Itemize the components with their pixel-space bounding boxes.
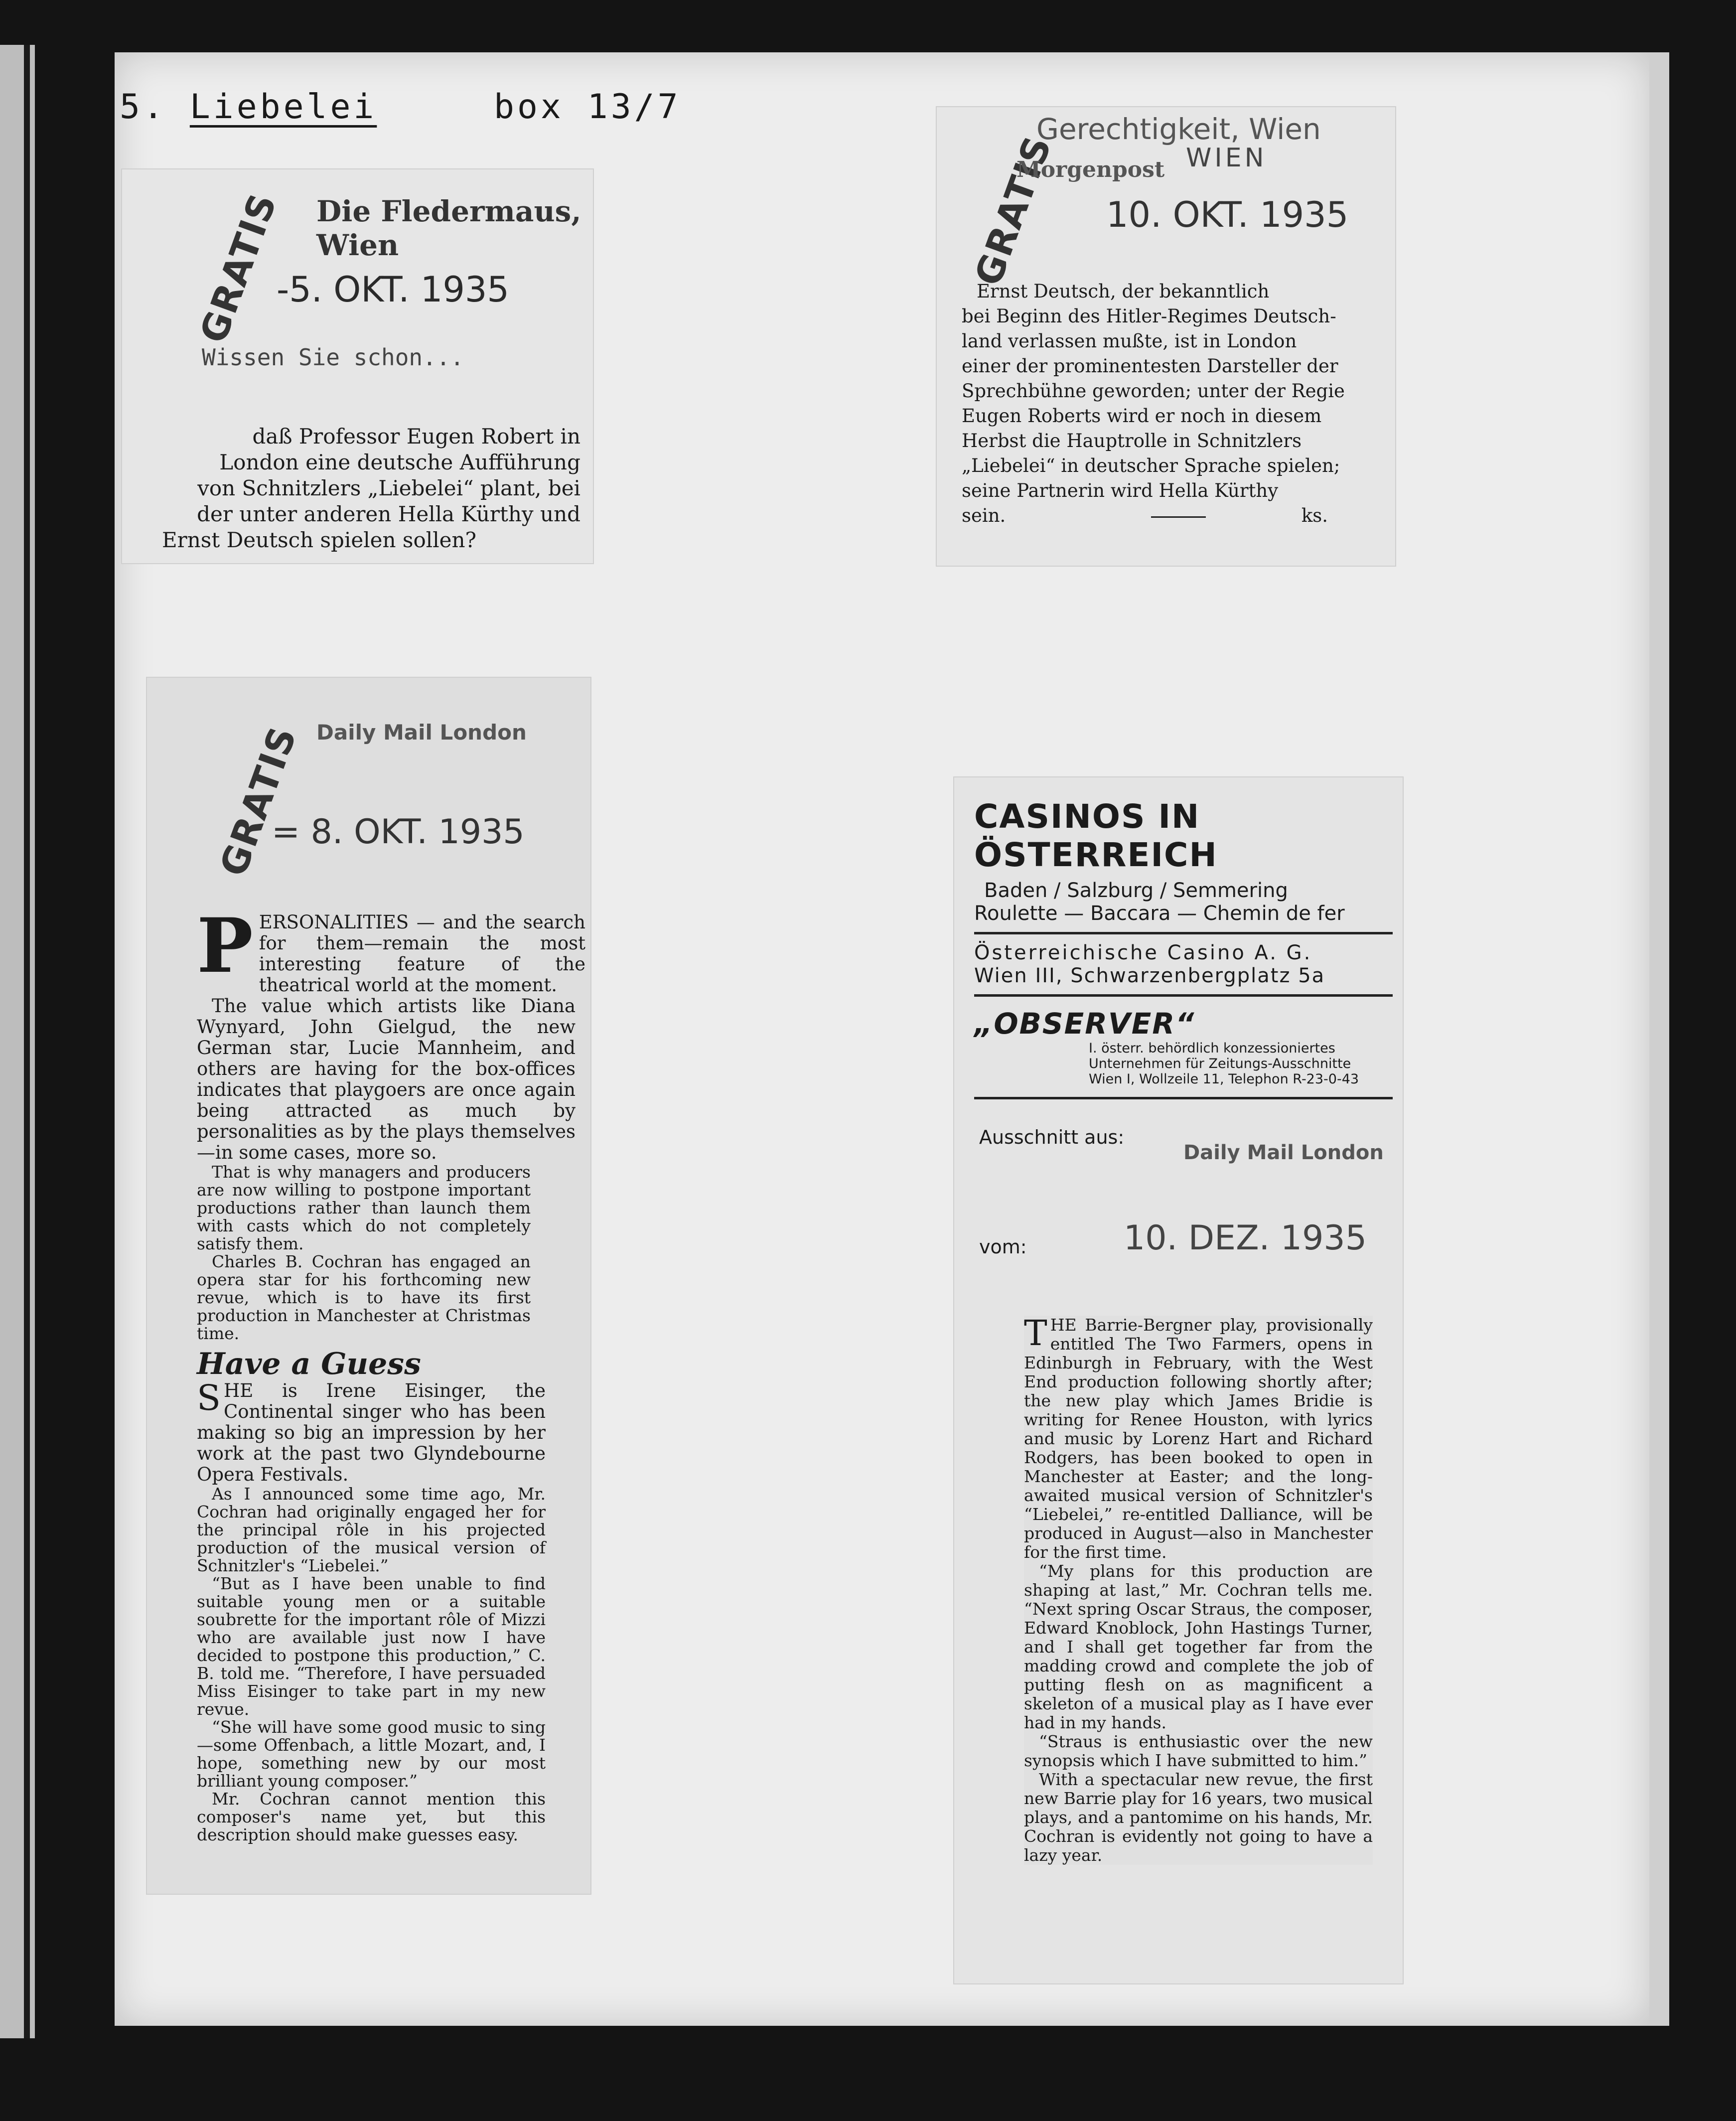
last-line: [962, 503, 1385, 528]
article-text: [152, 424, 580, 553]
paragraph: The value which artists like Diana Wynyard, John Gielgud, the new German star, Lucie Mannheim, and others are having for the box-offices indicates that playgoers are once again being attracted as much by personalities as by the plays themselves—in some cases, more so.: [197, 995, 576, 1163]
text-line: der unter anderen Hella Kürthy und: [197, 502, 580, 526]
clipping-fledermaus: [122, 169, 593, 563]
page-right-edge: [1649, 52, 1669, 2026]
text-line: Eugen Roberts wird er noch in diesem: [962, 405, 1322, 427]
paragraph: Charles B. Cochran has engaged an opera star for his forthcoming new revue, which is to have its first production in Manchester at Christmas time.: [197, 1252, 531, 1343]
paragraph: [197, 902, 585, 996]
signature: ks.: [1301, 505, 1328, 526]
source-stamp: Gerechtigkeit, Wien: [1036, 112, 1321, 146]
paragraph: “Straus is enthusiastic over the new synopsis which I have submitted to him.”: [1024, 1732, 1373, 1770]
source-stamp: WIEN: [1186, 143, 1267, 173]
text-line: einer der prominentesten Darsteller der: [962, 355, 1338, 377]
gratis-stamp: GRATIS: [967, 130, 1060, 292]
page-header: [120, 87, 681, 127]
dropcap: S: [197, 1377, 221, 1418]
clipping-daily-mail-october: [147, 678, 590, 1894]
paragraph: “My plans for this production are shaping at last,” Mr. Cochran tells me. “Next spring Oscar Straus, the composer, Edward Knoblock, John Hastings Turner, and I shall get together far from the madding crowd and complete the job of putting flesh on as magnificent a skeleton of a musical play as I have ever had in my hands.: [1024, 1561, 1373, 1732]
paragraph: With a spectacular new revue, the first new Barrie play for 16 years, two musical plays, and a pantomime on his hands, Mr. Cochran is evidently not going to have a lazy year.: [1024, 1770, 1373, 1865]
article-text: [1024, 1313, 1373, 1865]
observer-line: Wien I, Wollzeile 11, Telephon R-23-0-43: [1089, 1071, 1359, 1087]
casino-title: CASINOS IN ÖSTERREICH: [974, 797, 1218, 874]
divider: [974, 994, 1393, 997]
observer-line: I. österr. behördlich konzessioniertes: [1089, 1041, 1335, 1056]
casino-company: Österreichische Casino A. G.: [974, 941, 1312, 964]
text-line: bei Beginn des Hitler-Regimes Deutsch-: [962, 305, 1336, 327]
vom-label: vom:: [979, 1236, 1027, 1258]
source-stamp: Die Fledermaus, Wien: [316, 194, 581, 262]
paragraph: Mr. Cochran cannot mention this composer's name yet, but this description should make guesses easy.: [197, 1789, 546, 1844]
date-stamp: 10. OKT. 1935: [1106, 194, 1349, 235]
observer-title: „OBSERVER“: [974, 1007, 1195, 1041]
source-stamp: Daily Mail London: [1183, 1141, 1384, 1164]
casino-address: Wien III, Schwarzenbergplatz 5a: [974, 964, 1325, 987]
paragraph-text: HE is Irene Eisinger, the Continental singer who has been making so big an impression by her work at the past two Glyndebourne Opera Festivals.: [197, 1380, 546, 1485]
dropcap: T: [1024, 1313, 1047, 1354]
gratis-stamp: GRATIS: [192, 187, 286, 349]
casino-games: Roulette — Baccara — Chemin de fer: [974, 902, 1345, 925]
observer-line: Unternehmen für Zeitungs-Ausschnitte: [1089, 1056, 1351, 1071]
divider: [974, 1097, 1393, 1099]
divider: [1151, 516, 1206, 518]
text-line: Ernst Deutsch spielen sollen?: [162, 528, 477, 552]
paragraph-text: HE Barrie-Bergner play, provisionally entitled The Two Farmers, opens in Edinburgh in February, with the West End production following shortly after; the new play which James Bridie is writing for Renee Houston, with lyrics and music by Lorenz Hart and Richard Rodgers, has been booked to open in Manchester at Easter; and the long-awaited musical version of Schnitzler's “Liebelei,” re-entitled Dalliance, will be produced in August—also in Manchester for the first time.: [1024, 1315, 1373, 1562]
text-line: Ernst Deutsch, der bekanntlich: [977, 281, 1270, 302]
clipping-gerechtigkeit: [937, 107, 1395, 566]
text-line: von Schnitzlers „Liebelei“ plant, bei: [197, 476, 580, 500]
header-title: Liebelei: [189, 87, 377, 127]
text-line: „Liebelei“ in deutscher Sprache spielen;: [962, 455, 1340, 476]
paragraph-text: ERSONALITIES — and the search for them—remain the most interesting feature of the theatrical world at the moment.: [259, 911, 585, 996]
date-stamp: 10. DEZ. 1935: [1124, 1218, 1367, 1258]
paragraph: [197, 1377, 546, 1485]
source-stamp: Daily Mail London: [316, 720, 527, 745]
header-box-number: box 13/7: [494, 87, 681, 127]
paragraph: That is why managers and producers are now willing to postpone important productions rather than launch them with casts which do not completely satisfy them.: [197, 1162, 531, 1253]
paragraph: “But as I have been unable to find suitable young men or a suitable soubrette for the important rôle of Mizzi who are available just now I have decided to postpone this production,” C. B. told me. “Therefore, I have persuaded Miss Eisinger to take part in my new revue.: [197, 1574, 546, 1719]
date-stamp: = 8. OKT. 1935: [272, 812, 525, 852]
divider: [974, 932, 1393, 934]
casino-advert: [974, 797, 1393, 1106]
adjacent-page-border: [24, 45, 30, 2038]
text-line: Sprechbühne geworden; unter der Regie: [962, 380, 1345, 402]
date-stamp: -5. OKT. 1935: [277, 269, 509, 310]
text-line: seine Partnerin wird Hella Kürthy: [962, 480, 1279, 501]
text-line: Herbst die Hauptrolle in Schnitzlers: [962, 430, 1302, 452]
header-prefix: 5.: [120, 87, 190, 127]
clipping-observer-december: [954, 777, 1403, 1983]
paragraph: As I announced some time ago, Mr. Cochran had originally engaged her for the principal rôle in his projected production of the musical version of Schnitzler's “Liebelei.”: [197, 1484, 546, 1575]
subheading: Have a Guess: [197, 1347, 421, 1381]
intro-line: Wissen Sie schon...: [202, 344, 464, 371]
paragraph: “She will have some good music to sing—some Offenbach, a little Mozart, and, I hope, something new by our most brilliant young composer.”: [197, 1717, 546, 1791]
paragraph: [1024, 1313, 1373, 1562]
text-line: land verlassen mußte, ist in London: [962, 330, 1297, 352]
ausschnitt-label: Ausschnitt aus:: [979, 1126, 1125, 1148]
gratis-stamp: GRATIS: [212, 721, 305, 882]
article-text: [197, 902, 585, 1844]
source-stamp: Morgenpost: [1016, 157, 1165, 182]
text-line: daß Professor Eugen Robert in: [252, 424, 580, 449]
article-text: [962, 279, 1385, 528]
text-line: London eine deutsche Aufführung: [219, 450, 580, 474]
dropcap: P: [197, 902, 253, 990]
casino-places: Baden / Salzburg / Semmering: [984, 879, 1288, 902]
text-line: sein.: [962, 505, 1006, 526]
